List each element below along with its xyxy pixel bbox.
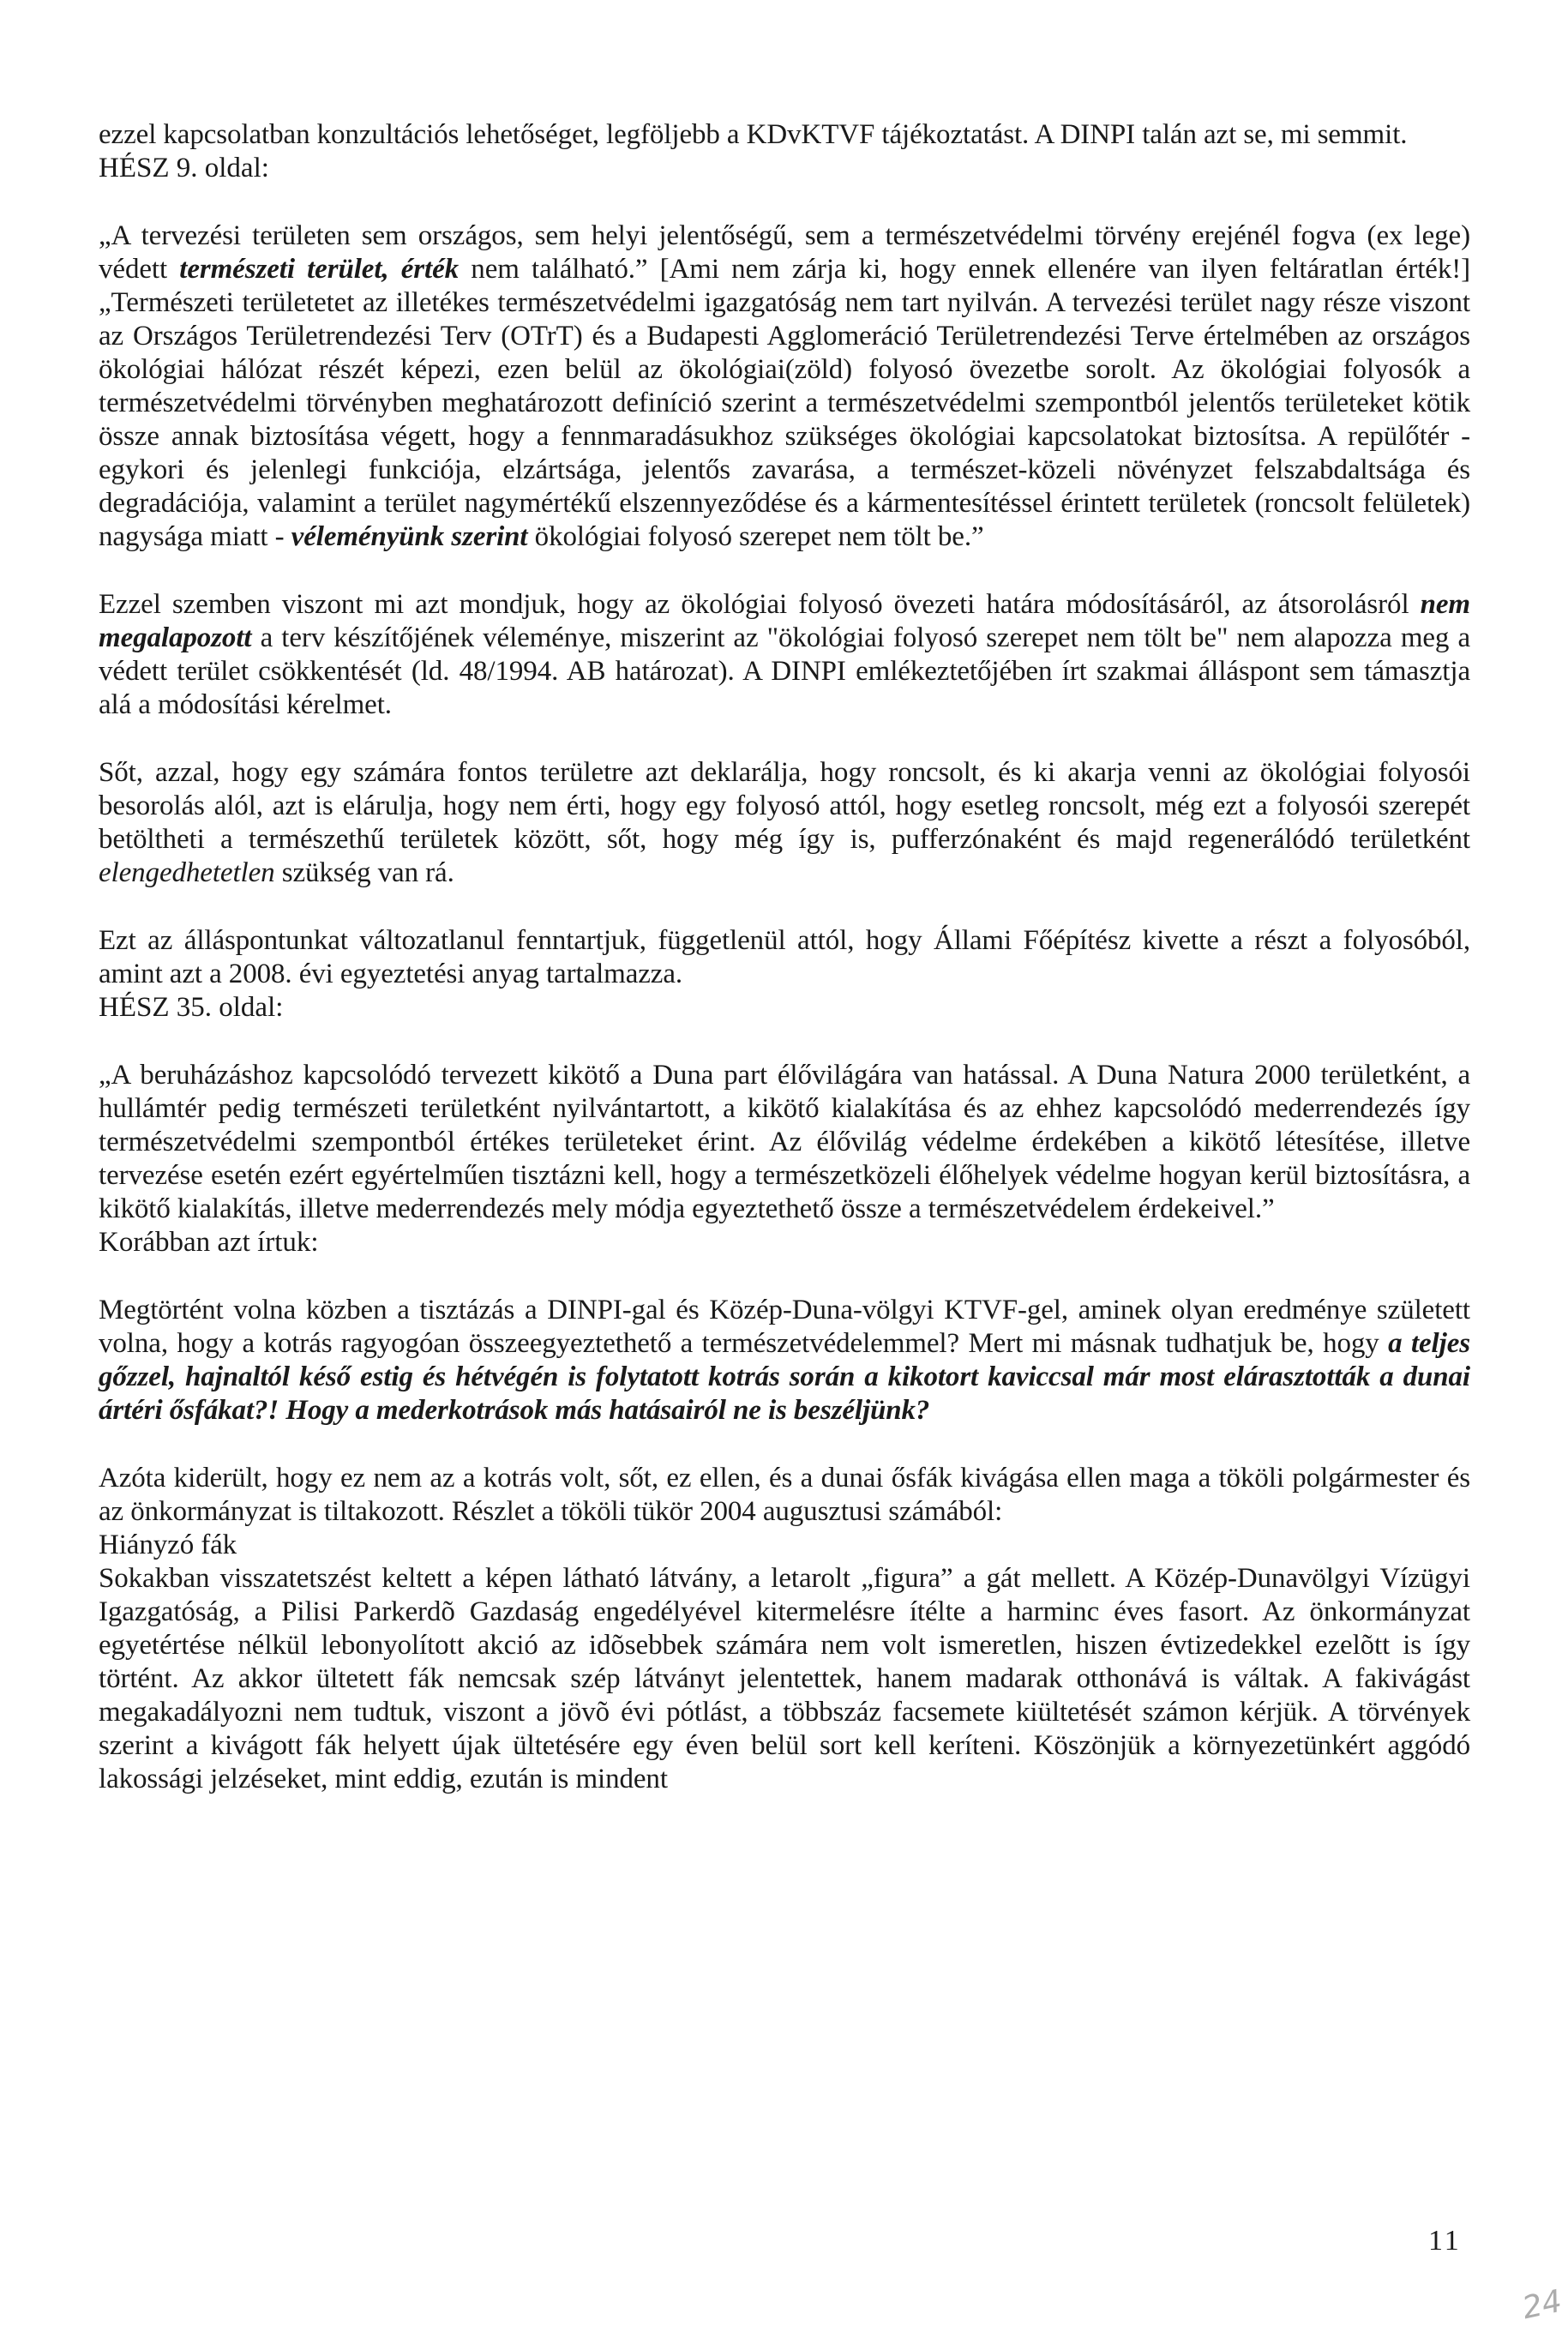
body-text: Megtörtént volna közben a tisztázás a DINPI-gal és Közép-Duna-völgyi KTVF-gel, aminek olyan eredménye született volna, hogy a kotrás ragyogóan összeegyeztethető a természetvédelemmel? Mert mi másnak tudhatjuk be, hogy [99,1295,1470,1359]
body-text: Sőt, azzal, hogy egy számára fontos területre azt deklarálja, hogy roncsolt, és ki akarja venni az ökológiai folyosói besorolás alól, azt is elárulja, hogy nem érti, hogy egy folyosó attól, hogy esetleg roncsolt, még ezt a folyosói szerepét betöltheti a természethű területek között, sőt, hogy még így is, pufferzónaként és majd regenerálódó területként [99,757,1470,855]
paragraph-hesz-35-quote: „A beruházáshoz kapcsolódó tervezett kikötő a Duna part élővilágára van hatással. A Duna Natura 2000 területként, a hullámtér pedig természeti területként nyilvántartott, a kikötő kialakítása és az ehhez kapcsolódó mederrendezés így természetvédelmi szempontból értékes területeket érint. Az élővilág védelme érdekében a kikötő létesítése, illetve tervezése esetén ezért egyértelműen tisztázni kell, hogy a természetközeli élőhelyek védelme hogyan kerül biztosításra, a kikötő kialakítás, illetve mederrendezés mely módja egyeztethető össze a természetvédelem érdekeivel.” [99,1060,1470,1224]
quote-text: nem található.” [Ami nem zárja ki, hogy ennek ellenére van ilyen feltáratlan érték!] „Természeti területetet az illetékes természetvédelmi igazgatóság nem tart nyilván. A tervezési terület nagy része viszont az Országos Területrendezési Terv (OTrT) és a Budapesti Agglomeráció Területrendezési Terve értelmében az országos ökológiai hálózat részét képezi, ezen belül az ökológiai(zöld) folyosó övezetbe sorolt. Az ökológiai folyosók a természetvédelmi törvényben meghatározott definíció szerint a természetvédelmi szempontból jelentős területeket kötik össze annak biztosítása végett, hogy a fennmaradásukhoz szükséges ökológiai kapcsolatokat biztosítsa. A repülőtér - egykori és jelenlegi funkciója, elzártsága, jelentős zavarása, a természet-közeli növényzet felszabdaltsága és degradációja, valamint a terület nagymértékű elszennyeződése és a kármentesítéssel érintett területek (roncsolt felületek) nagysága miatt - [99,254,1470,552]
section-heading-hesz-9: HÉSZ 9. oldal: [99,153,269,183]
paragraph-intro-continuation: ezzel kapcsolatban konzultációs lehetőséget, legföljebb a KDvKTVF tájékoztatást. A DINPI talán azt se, mi semmit. [99,119,1408,150]
body-text: a terv készítőjének véleménye, miszerint az "ökológiai folyosó szerepet nem tölt be" nem alapozza meg a védett terület csökkentését (ld. 48/1994. AB határozat). A DINPI emlékeztetőjében írt szakmai álláspont sem támasztja alá a módosítási kérelmet. [99,622,1470,720]
paragraph-newspaper-excerpt [99,1462,1470,1796]
paragraph-earlier-quote [99,1294,1470,1427]
excerpt-intro: Azóta kiderült, hogy ez nem az a kotrás volt, sőt, ez ellen, és a dunai ősfák kivágása ellen maga a tököli polgármester és az önkormányzat is tiltakozott. Részlet a tököli tükör 2004 augusztusi számából: [99,1463,1470,1527]
excerpt-title: Hiányzó fák [99,1530,237,1560]
paragraph-corridor-argument [99,756,1470,890]
emphasis-bold-italic: véleményünk szerint [291,521,528,552]
emphasis-bold-italic: nem megalapozott [99,589,1470,653]
paragraph-response [99,588,1470,722]
page-number: 11 [1428,2225,1462,2257]
paragraph-hesz-9-quote [99,219,1470,554]
handwritten-margin-note: 24 [1519,2283,1565,2326]
body-text: szükség van rá. [274,857,454,888]
paragraph-position: Ezt az álláspontunkat változatlanul fenntartjuk, függetlenül attól, hogy Állami Főépítész kivette a részt a folyosóból, amint azt a 2008. évi egyeztetési anyag tartalmazza. [99,925,1470,989]
section-heading-earlier: Korábban azt írtuk: [99,1227,319,1258]
section-heading-hesz-35: HÉSZ 35. oldal: [99,992,284,1023]
emphasis-bold-italic: a teljes gőzzel, hajnaltól késő estig és hétvégén is folytatott kotrás során a kikotort kaviccsal már most elárasztották a dunai ártéri ősfákat?! Hogy a mederkotrások más hatásairól ne is beszéljünk? [99,1328,1470,1426]
emphasis-bold-italic: természeti terület, érték [179,254,460,285]
emphasis-italic: elengedhetetlen [99,857,275,888]
quote-text: „A tervezési területen sem országos, sem helyi jelentőségű, sem a természetvédelmi törvény erejénél fogva (ex lege) védett [99,220,1470,285]
body-text: Ezzel szemben viszont mi azt mondjuk, hogy az ökológiai folyosó övezeti határa módosításáról, az átsorolásról [99,589,1421,620]
quote-text: ökológiai folyosó szerepet nem tölt be.” [527,521,984,552]
document-page [99,118,1470,1796]
excerpt-body: Sokakban visszatetszést keltett a képen látható látvány, a letarolt „figura” a gát mellett. A Közép-Dunavölgyi Vízügyi Igazgatóság, a Pilisi Parkerdõ Gazdaság engedélyével kitermelésre ítélte a harminc éves fasort. Az önkormányzat egyetértése nélkül lebonyolított akció az idõsebbek számára nem volt ismeretlen, hiszen évtizedekkel ezelõtt is így történt. Az akkor ültetett fák nemcsak szép látványt jelentettek, hanem madarak otthonává is váltak. A fakivágást megakadályozni nem tudtuk, viszont a jövõ évi pótlást, a többszáz facsemete kiültetését számon kérjük. A törvények szerint a kivágott fák helyett újak ültetésére egy éven belül sort kell keríteni. Köszönjük a környezetünkért aggódó lakossági jelzéseket, mint eddig, ezután is mindent [99,1563,1470,1794]
